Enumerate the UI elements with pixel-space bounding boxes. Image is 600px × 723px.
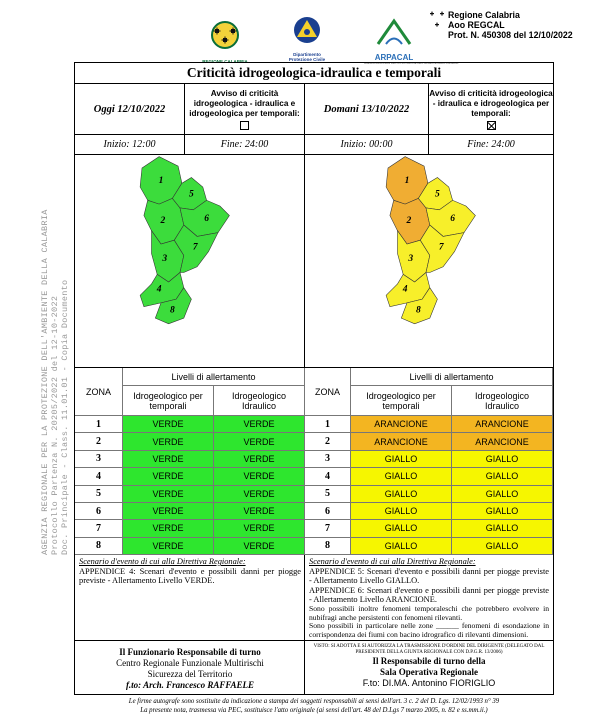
today-scenario-text: APPENDICE 4: Scenari d'evento e possibili danni per piogge previste - Allertamento Livello VERDE. xyxy=(79,566,301,586)
map-tomorrow-label-5: 5 xyxy=(435,189,440,200)
tomorrow-zone-1-idraulico: ARANCIONE xyxy=(452,416,553,433)
tomorrow-zone-6-idraulico: GIALLO xyxy=(452,503,553,520)
today-map xyxy=(75,155,305,368)
tomorrow-scenario-heading: Scenario d'evento di cui alla Direttiva Regionale: xyxy=(309,557,476,566)
today-zone-4-temporali: VERDE xyxy=(123,468,214,485)
tomorrow-zona-header: ZONA xyxy=(305,368,351,416)
tomorrow-zone-4: 4 xyxy=(305,468,351,485)
watermark-line-3: Doc. Principale - Class. 11.01.01 - Copia Documento xyxy=(60,279,70,555)
today-scenario-heading: Scenario d'evento di cui alla Direttiva Regionale: xyxy=(79,557,246,566)
tomorrow-zone-5-idraulico: GIALLO xyxy=(452,486,553,503)
tomorrow-alert-table xyxy=(305,368,553,555)
bulletin-box xyxy=(74,62,554,695)
today-zone-4: 4 xyxy=(75,468,123,485)
today-zone-2-temporali: VERDE xyxy=(123,433,214,450)
today-zone-2: 2 xyxy=(75,433,123,450)
regione-calabria-caption: REGIONE CALABRIA xyxy=(202,59,248,64)
today-date: Oggi 12/10/2022 xyxy=(75,84,185,135)
today-zone-7: 7 xyxy=(75,520,123,537)
arpacal-logo xyxy=(364,18,459,65)
footer-left-title: Il Funzionario Responsabile di turno xyxy=(119,647,261,657)
tomorrow-date: Domani 13/10/2022 xyxy=(305,84,429,135)
tomorrow-scenario-p2: APPENDICE 6: Scenari d'evento e possibili danni per piogge previste - Allertamento Livello ARANCIONE. xyxy=(309,585,549,605)
protocol-line-3: Prot. N. 450308 del 12/10/2022 xyxy=(448,30,573,40)
map-tomorrow-label-1: 1 xyxy=(404,176,410,187)
map-tomorrow-label-7: 7 xyxy=(438,242,444,253)
tomorrow-zone-8-temporali: GIALLO xyxy=(351,538,452,555)
arpacal-logo-sub: AGENZIA REGIONALE PER LA PROTEZIONE DELL'AMBIENTE DELLA CALABRIA xyxy=(364,62,459,65)
today-zona-header: ZONA xyxy=(75,368,123,416)
today-avviso xyxy=(185,84,305,135)
tomorrow-zone-2-idraulico: ARANCIONE xyxy=(452,433,553,450)
today-zone-7-idraulico: VERDE xyxy=(214,520,305,537)
bottom-note-line-1: Le firme autografe sono sostituite da indicazione a stampa dei soggetti responsabili ai sensi dell'art. 3 c. 2 del D. Lgs. 12/02/1993 n° 39 xyxy=(128,698,500,705)
today-zone-5-idraulico: VERDE xyxy=(214,486,305,503)
today-scenario xyxy=(75,555,305,641)
tomorrow-zone-4-idraulico: GIALLO xyxy=(452,468,553,485)
map-today-label-4: 4 xyxy=(156,284,162,295)
today-col2-header: Idrogeologico Idraulico xyxy=(214,386,305,416)
today-col1-header: Idrogeologico per temporali xyxy=(123,386,214,416)
protezione-civile-logo xyxy=(285,15,329,62)
today-start: Inizio: 12:00 xyxy=(75,135,185,155)
protocol-watermark xyxy=(40,205,68,555)
today-zone-5: 5 xyxy=(75,486,123,503)
footer-left-center: Centro Regionale Funzionale Multirischi xyxy=(116,658,264,668)
tomorrow-zone-8-idraulico: GIALLO xyxy=(452,538,553,555)
today-zone-3-temporali: VERDE xyxy=(123,451,214,468)
footer-right-title: Il Responsabile di turno della xyxy=(372,656,486,666)
today-zone-1-idraulico: VERDE xyxy=(214,416,305,433)
today-calabria-map xyxy=(75,155,305,368)
tomorrow-zone-3-idraulico: GIALLO xyxy=(452,451,553,468)
today-avviso-text: Avviso di criticità idrogeologica - idraulica e idrogeologica per temporali: xyxy=(189,89,300,118)
tomorrow-avviso-text: Avviso di criticità idrogeologica - idraulica e idrogeologica per temporali: xyxy=(429,89,553,118)
tomorrow-zone-1: 1 xyxy=(305,416,351,433)
today-avviso-checkbox xyxy=(240,121,249,130)
map-today-label-7: 7 xyxy=(192,242,198,253)
map-today-label-6: 6 xyxy=(204,214,209,225)
map-tomorrow-label-2: 2 xyxy=(406,216,412,227)
tomorrow-avviso-checkbox xyxy=(487,121,496,130)
map-tomorrow-label-6: 6 xyxy=(450,214,455,225)
today-zone-8: 8 xyxy=(75,538,123,555)
tomorrow-zone-2: 2 xyxy=(305,433,351,450)
protocol-line-2: Aoo REGCAL xyxy=(448,20,505,30)
tomorrow-zone-5-temporali: GIALLO xyxy=(351,486,452,503)
tomorrow-zone-3-temporali: GIALLO xyxy=(351,451,452,468)
footer-left-dept: Sicurezza del Territorio xyxy=(147,669,233,679)
tomorrow-start: Inizio: 00:00 xyxy=(305,135,429,155)
calabria-crosses-icon xyxy=(428,10,448,37)
today-zone-2-idraulico: VERDE xyxy=(214,433,305,450)
map-today-label-8: 8 xyxy=(170,305,175,316)
today-zone-1-temporali: VERDE xyxy=(123,416,214,433)
footer-left-signature: f.to: Arch. Francesco RAFFAELE xyxy=(125,680,255,690)
regione-calabria-emblem-icon xyxy=(203,20,247,50)
tomorrow-scenario-p1: APPENDICE 5: Scenari d'evento e possibili danni per piogge previste - Allertamento Livello GIALLO. xyxy=(309,566,549,586)
today-zone-3-idraulico: VERDE xyxy=(214,451,305,468)
protezione-civile-emblem-icon xyxy=(292,15,322,45)
today-zone-5-temporali: VERDE xyxy=(123,486,214,503)
tomorrow-col1-header: Idrogeologico per temporali xyxy=(351,386,452,416)
tomorrow-end: Fine: 24:00 xyxy=(429,135,553,155)
today-end: Fine: 24:00 xyxy=(185,135,305,155)
today-zone-6-idraulico: VERDE xyxy=(214,503,305,520)
protezione-civile-caption: Dipartimento Protezione Civile xyxy=(288,52,326,62)
tomorrow-calabria-map xyxy=(305,155,553,368)
tomorrow-zone-1-temporali: ARANCIONE xyxy=(351,416,452,433)
regione-calabria-logo xyxy=(200,20,250,64)
today-zone-6: 6 xyxy=(75,503,123,520)
map-today-label-1: 1 xyxy=(158,176,164,187)
watermark-line-1: AGENZIA REGIONALE PER LA PROTEZIONE DELL'AMBIENTE DELLA CALABRIA xyxy=(40,209,50,555)
map-tomorrow-label-4: 4 xyxy=(402,284,408,295)
map-today-label-2: 2 xyxy=(160,216,166,227)
today-zone-4-idraulico: VERDE xyxy=(214,468,305,485)
tomorrow-map xyxy=(305,155,553,368)
protocol-line-1: Regione Calabria xyxy=(448,10,520,20)
tomorrow-zone-2-temporali: ARANCIONE xyxy=(351,433,452,450)
tomorrow-zone-5: 5 xyxy=(305,486,351,503)
map-today-label-5: 5 xyxy=(189,189,194,200)
arpacal-mark-icon xyxy=(374,18,414,48)
footer-right-visto: VISTO: SI ADOTTA E SI AUTORIZZA LA TRASMISSIONE D'ORDINE DEL DIRIGENTE (DELEGATO DAL PRESIDENTE DELLA GIUNTA REGIONALE CON D.P.G.R. 13/2006) xyxy=(313,644,545,655)
today-livelli-header: Livelli di allertamento xyxy=(123,368,305,386)
tomorrow-zone-7: 7 xyxy=(305,520,351,537)
today-zone-1: 1 xyxy=(75,416,123,433)
tomorrow-zone-6: 6 xyxy=(305,503,351,520)
footer-left xyxy=(75,641,305,694)
footer-right xyxy=(305,641,553,694)
bottom-note xyxy=(74,698,554,715)
today-zone-3: 3 xyxy=(75,451,123,468)
bottom-note-line-2: La presente nota, trasmessa via PEC, sostituisce l'atto originale (ai sensi dell'art. 48 del D.Lgs 7 marzo 2005, n. 82 e ss.mm.ii.) xyxy=(140,706,488,714)
watermark-line-2: Protocollo Partenza N. 20205/2022 del 12-10-2022 xyxy=(50,295,60,555)
tomorrow-col2-header: Idrogeologico Idraulico xyxy=(452,386,553,416)
tomorrow-scenario-p4: Sono possibili in particolare nelle zone ______ fenomeni di esondazione in corrispondenza dei fiumi con bacino idrografico di rilevanti dimensioni. xyxy=(309,621,549,639)
tomorrow-scenario xyxy=(305,555,553,641)
arpacal-logo-text: ARPACAL xyxy=(374,53,414,62)
map-today-label-3: 3 xyxy=(162,254,168,265)
footer-right-signature: F.to: DI.MA. Antonino FIORIGLIO xyxy=(362,678,496,688)
today-alert-table xyxy=(75,368,305,555)
map-tomorrow-label-8: 8 xyxy=(416,305,421,316)
today-zone-6-temporali: VERDE xyxy=(123,503,214,520)
tomorrow-zone-4-temporali: GIALLO xyxy=(351,468,452,485)
bulletin-title: Criticità idrogeologica-idraulica e temporali xyxy=(75,63,553,84)
tomorrow-zone-3: 3 xyxy=(305,451,351,468)
tomorrow-zone-8: 8 xyxy=(305,538,351,555)
tomorrow-zone-6-temporali: GIALLO xyxy=(351,503,452,520)
protocol-stamp xyxy=(448,10,573,40)
tomorrow-zone-7-idraulico: GIALLO xyxy=(452,520,553,537)
today-zone-8-idraulico: VERDE xyxy=(214,538,305,555)
footer-right-sala: Sala Operativa Regionale xyxy=(380,667,478,677)
tomorrow-scenario-p3: Sono possibili inoltre fenomeni temporaleschi che potrebbero evolvere in nubifragi anche persistenti con fenomeni rilevanti. xyxy=(309,603,549,622)
tomorrow-avviso xyxy=(429,84,553,135)
map-tomorrow-label-3: 3 xyxy=(408,254,414,265)
today-zone-7-temporali: VERDE xyxy=(123,520,214,537)
tomorrow-zone-7-temporali: GIALLO xyxy=(351,520,452,537)
today-zone-8-temporali: VERDE xyxy=(123,538,214,555)
tomorrow-livelli-header: Livelli di allertamento xyxy=(351,368,553,386)
